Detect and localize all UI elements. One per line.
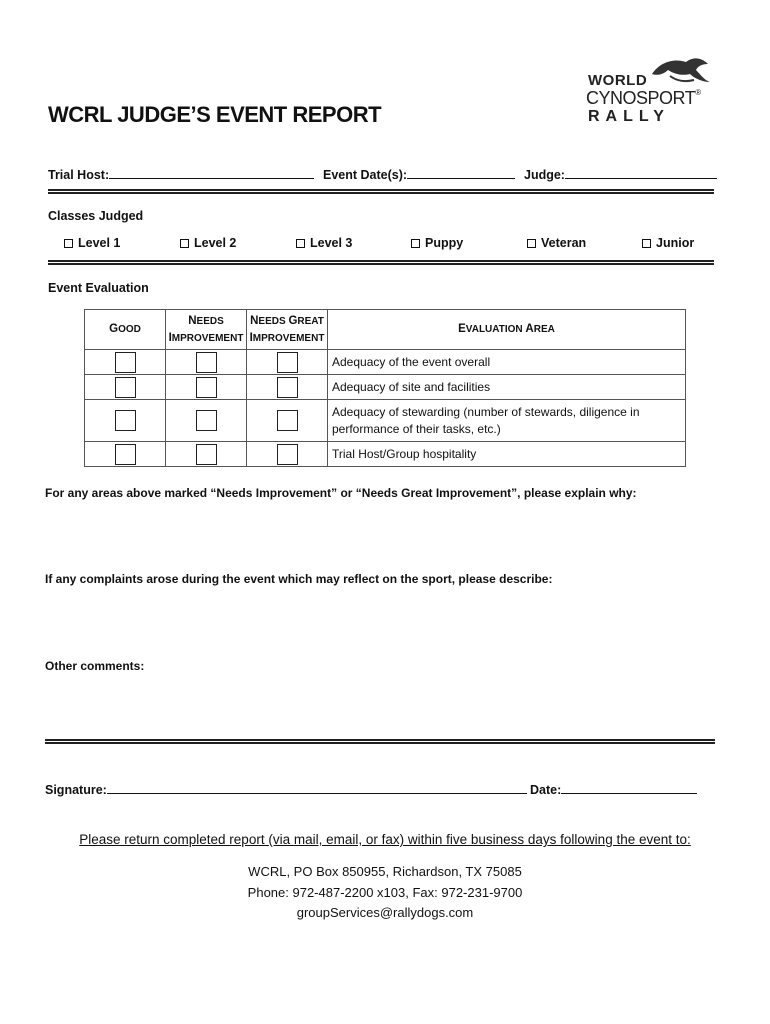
needs-great-improvement-checkbox[interactable] [277, 410, 298, 431]
needs-improvement-checkbox[interactable] [196, 352, 217, 373]
complaints-question: If any complaints arose during the event which may reflect on the sport, please describe: [45, 572, 553, 586]
needs-improvement-checkbox[interactable] [196, 377, 217, 398]
needs-great-improvement-checkbox[interactable] [277, 444, 298, 465]
improvement-answer-area[interactable] [45, 504, 715, 564]
event-dates-line[interactable] [407, 165, 515, 179]
return-instruction: Please return completed report (via mail, email, or fax) within five business days following the event to: [79, 832, 691, 847]
phone-fax: Phone: 972-487-2200 x103, Fax: 972-231-9700 [247, 885, 523, 900]
complaints-answer-area[interactable] [45, 590, 715, 650]
signature-line[interactable] [107, 780, 527, 794]
table-row [85, 375, 686, 400]
date-label: Date: [530, 783, 562, 797]
column-needs-improvement: NEEDS IMPROVEMENT [166, 310, 247, 350]
column-needs-great-improvement: NEEDS GREAT IMPROVEMENT [247, 310, 328, 350]
evaluation-area-text: Adequacy of site and facilities [328, 375, 686, 400]
evaluation-area-text: Adequacy of stewarding (number of stewards, diligence in performance of their tasks, etc.) [328, 400, 686, 442]
class-checkbox-level-2[interactable]: Level 2 [180, 236, 236, 250]
good-checkbox[interactable] [115, 377, 136, 398]
class-checkbox-level-1[interactable]: Level 1 [64, 236, 120, 250]
table-row [85, 442, 686, 467]
event-dates-label: Event Date(s): [323, 168, 408, 182]
checkbox-icon[interactable] [180, 239, 189, 248]
page-title: WCRL JUDGE’S EVENT REPORT [48, 102, 382, 127]
table-row [85, 350, 686, 375]
evaluation-area-text: Trial Host/Group hospitality [328, 442, 686, 467]
logo-rally: RALLY [588, 108, 670, 125]
other-comments-label: Other comments: [45, 659, 145, 673]
other-comments-area[interactable] [45, 677, 715, 732]
good-checkbox[interactable] [115, 444, 136, 465]
checkbox-icon[interactable] [411, 239, 420, 248]
needs-improvement-checkbox[interactable] [196, 410, 217, 431]
date-field[interactable] [530, 780, 697, 797]
class-checkbox-level-3[interactable]: Level 3 [296, 236, 352, 250]
signature-label: Signature: [45, 783, 107, 797]
evaluation-heading: Event Evaluation [48, 281, 149, 295]
column-good: GOOD [85, 310, 166, 350]
class-checkbox-junior[interactable]: Junior [642, 236, 694, 250]
needs-great-improvement-checkbox[interactable] [277, 377, 298, 398]
mailing-address: WCRL, PO Box 850955, Richardson, TX 75085 [248, 864, 522, 879]
checkbox-icon[interactable] [64, 239, 73, 248]
judge-line[interactable] [565, 165, 717, 179]
section-divider [48, 260, 714, 265]
wcrl-logo [586, 52, 716, 130]
improvement-question: For any areas above marked “Needs Improvement” or “Needs Great Improvement”, please explain why: [45, 486, 637, 500]
checkbox-icon[interactable] [527, 239, 536, 248]
evaluation-area-text: Adequacy of the event overall [328, 350, 686, 375]
classes-heading: Classes Judged [48, 209, 144, 223]
date-line[interactable] [561, 780, 697, 794]
needs-great-improvement-checkbox[interactable] [277, 352, 298, 373]
trial-host-field[interactable] [48, 165, 314, 182]
section-divider [45, 739, 715, 744]
signature-field[interactable] [45, 780, 527, 797]
logo-registered: ® [695, 88, 701, 97]
trial-host-line[interactable] [109, 165, 314, 179]
logo-world: WORLD [588, 72, 648, 89]
judge-field[interactable] [524, 165, 717, 182]
event-dates-field[interactable] [323, 165, 515, 182]
logo-cynosport: CYNOSPORT [586, 88, 696, 108]
class-checkbox-puppy[interactable]: Puppy [411, 236, 463, 250]
evaluation-table [84, 309, 686, 467]
table-row [85, 400, 686, 442]
judge-label: Judge: [524, 168, 565, 182]
needs-improvement-checkbox[interactable] [196, 444, 217, 465]
checkbox-icon[interactable] [296, 239, 305, 248]
contact-email: groupServices@rallydogs.com [296, 905, 474, 920]
checkbox-icon[interactable] [642, 239, 651, 248]
class-checkbox-veteran[interactable]: Veteran [527, 236, 586, 250]
trial-host-label: Trial Host: [48, 168, 110, 182]
column-evaluation-area: EVALUATION AREA [328, 310, 686, 350]
section-divider [48, 189, 714, 194]
good-checkbox[interactable] [115, 410, 136, 431]
good-checkbox[interactable] [115, 352, 136, 373]
